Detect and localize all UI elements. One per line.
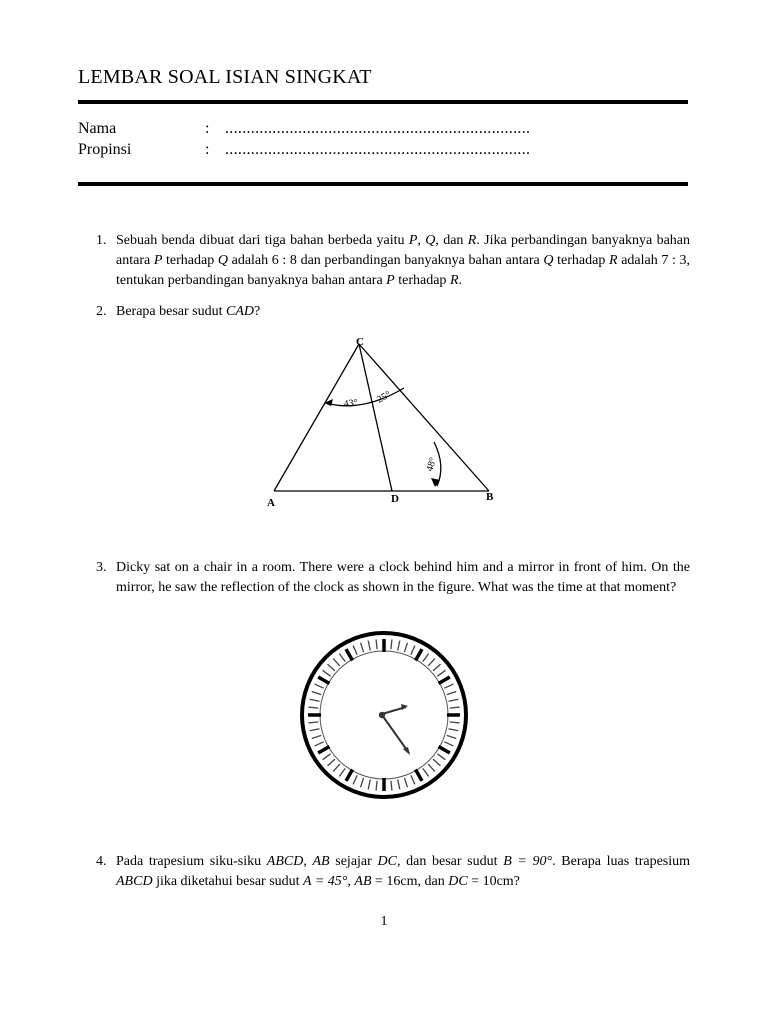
province-field-row bbox=[78, 141, 688, 161]
province-blank[interactable]: ....................................................................... bbox=[225, 141, 531, 158]
header-top-rule bbox=[78, 100, 688, 104]
angle-label-48: 48° bbox=[424, 456, 440, 473]
page-number: 1 bbox=[380, 914, 388, 929]
name-blank[interactable]: ....................................................................... bbox=[225, 120, 531, 137]
question-number: 4. bbox=[96, 854, 107, 869]
question-number: 1. bbox=[96, 233, 107, 248]
question-number: 2. bbox=[96, 304, 107, 319]
angle-label-25: 25° bbox=[375, 389, 393, 406]
province-label: Propinsi bbox=[78, 141, 132, 158]
vertex-label-d: D bbox=[391, 493, 399, 505]
vertex-label-c: C bbox=[356, 336, 364, 348]
vertex-label-a: A bbox=[267, 497, 275, 509]
province-colon: : bbox=[205, 141, 210, 158]
question-text: Sebuah benda dibuat dari tiga bahan berbeda yaitu P, Q, dan R. Jika perbandingan banyaknya bahan antara P terhadap Q adalah 6 : 8 dan perbandingan banyaknya bahan antara Q terhadap R adalah 7 : 3, tentukan perbandingan banyaknya bahan antara P terhadap R. bbox=[116, 233, 691, 288]
question-3 bbox=[96, 558, 690, 598]
question-number: 3. bbox=[96, 560, 107, 575]
arc-angle-43 bbox=[326, 388, 404, 406]
name-colon: : bbox=[205, 120, 210, 137]
question-text: Berapa besar sudut CAD? bbox=[116, 304, 261, 319]
page-title: LEMBAR SOAL ISIAN SINGKAT bbox=[78, 66, 372, 88]
question-text: Dicky sat on a chair in a room. There were a clock behind him and a mirror in front of him. On the mirror, he saw the reflection of the clock as shown in the figure. What was the time at that moment? bbox=[116, 560, 690, 595]
vertex-label-b: B bbox=[486, 491, 494, 503]
clock-center-pin bbox=[379, 712, 385, 718]
segment-cd bbox=[359, 344, 392, 491]
name-field-row bbox=[78, 120, 688, 140]
side-ac bbox=[274, 344, 359, 491]
question-1 bbox=[96, 231, 690, 291]
mirror-clock-figure bbox=[298, 629, 470, 801]
header-bottom-rule bbox=[78, 182, 688, 186]
question-4 bbox=[96, 852, 690, 892]
angle-label-43: 43° bbox=[343, 397, 359, 410]
name-label: Nama bbox=[78, 120, 117, 137]
triangle-figure bbox=[264, 334, 514, 514]
question-2 bbox=[96, 302, 690, 322]
question-text: Pada trapesium siku-siku ABCD, AB sejajar DC, dan besar sudut B = 90°. Berapa luas trapesium ABCD jika diketahui besar sudut A = 45°, AB = 16cm, dan DC = 10cm? bbox=[116, 854, 691, 889]
